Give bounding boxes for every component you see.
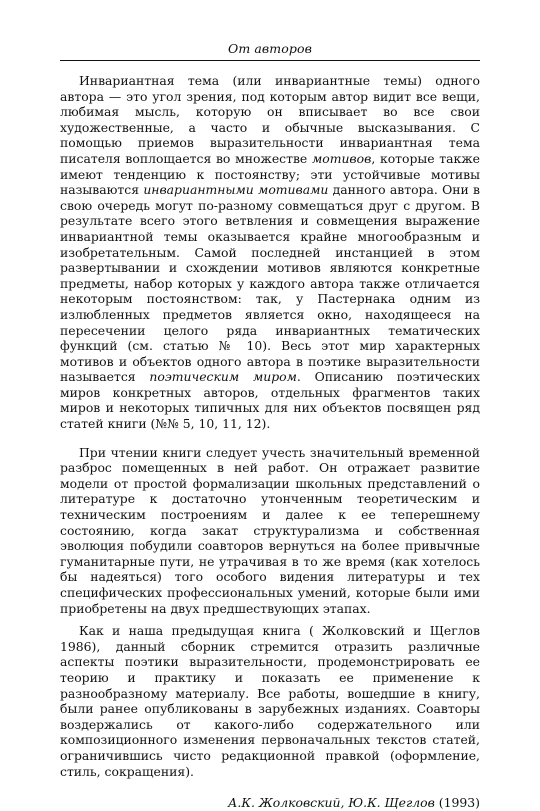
text-run: Инвариантная тема (или инвариантные темы) одного автора — это угол зрения, под которым автор видит все вещи, любимая мысль, которую он вписывает во все свои художественные, а часто и обычные высказывания. С помощью приемов выразительности инвариантная тема писателя воплощается во множестве	[60, 73, 480, 166]
italic-term: инвариантными мотивами	[143, 182, 329, 198]
body-text	[60, 73, 480, 811]
running-head: От авторов	[228, 41, 312, 56]
signature-authors: А.К. Жолковский, Ю.К. Щеглов	[228, 795, 435, 811]
text-run: данного автора. Они в свою очередь могут по-разному совмещаться друг с другом. В результате всего этого ветвления и совмещения выражение инвариантной темы оказывается крайне многообразным и изобретательным. Самой последней инстанцией в этом развертывании и схождении мотивов являются конкретные предметы, набор которых у каждого автора также отличается некоторым постоянством: так, у Пастернака одним из излюбленных предметов является окно, находящееся на пересечении целого ряда инвариантных тематических функций (см. статью № 10). Весь этот мир характерных мотивов и объектов одного автора в поэтике выразительности называется	[60, 182, 480, 385]
paragraph	[60, 445, 480, 617]
text-run: . Описанию поэтических миров конкретных авторов, отдельных фрагментов таких миров и некоторых типичных для них объектов посвящен ряд статей книги (№№ 5, 10, 11, 12).	[60, 369, 480, 432]
signature-year: (1993)	[438, 795, 480, 811]
text-run: При чтении книги следует учесть значительный временной разброс помещенных в ней работ. Он отражает развитие модели от простой формализации школьных представлений о литературе к достаточно утонченным теоретическим и техническим построениям и далее к ее теперешнему состоянию, когда закат структурализма и собственная эволюция побудили соавторов вернуться на более привычные гуманитарные пути, не утрачивая в то же время (как хотелось бы надеяться) того особого видения литературы и тех специфических профессиональных умений, которые были ими приобретены на двух предшествующих этапах.	[60, 444, 480, 616]
text-run: , которые также имеют тенденцию к постоянству; эти устойчивые мотивы называются	[60, 150, 480, 198]
paragraph	[60, 73, 480, 432]
text-run: Как и наша предыдущая книга ( Жолковский и Щеглов 1986), данный сборник стремится отразить различные аспекты поэтики выразительности, продемонстрировать ее теорию и практику и показать ее применение к разнообразному материалу. Все работы, вошедшие в книгу, были ранее опубликованы в зарубежных изданиях. Соавторы воздержались от какого-либо содержательного или композиционного изменения первоначальных текстов статей, ограничившись чисто редакционной правкой (оформление, стиль, сокращения).	[60, 623, 480, 779]
signature	[60, 795, 480, 811]
italic-term: мотивов	[311, 150, 372, 166]
italic-term: поэтическим миром	[149, 369, 297, 385]
header-rule	[60, 60, 480, 61]
paragraph	[60, 623, 480, 779]
